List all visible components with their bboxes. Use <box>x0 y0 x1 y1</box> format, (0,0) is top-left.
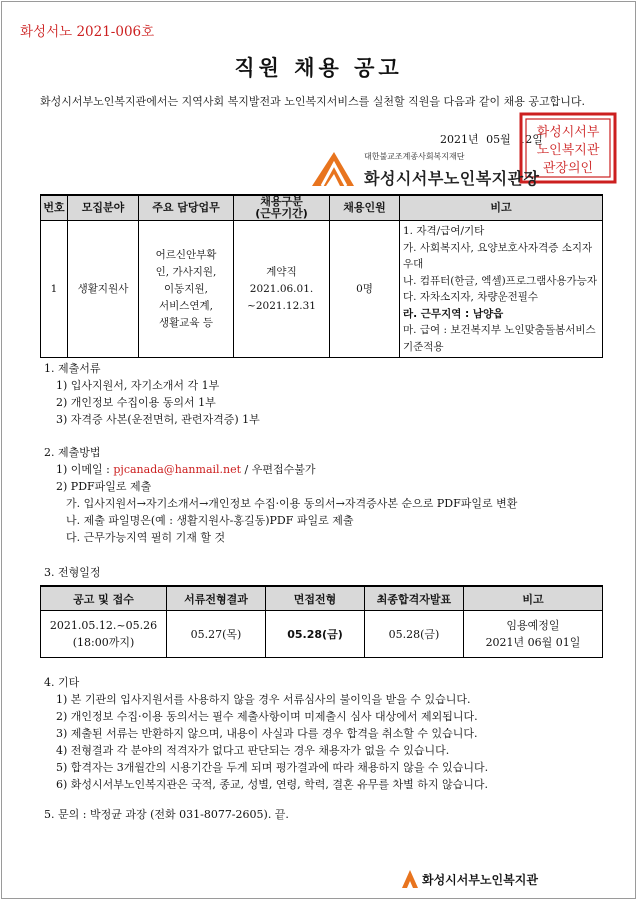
note-line: 가. 사회복지사, 요양보호사자격증 소지자 <box>403 241 593 254</box>
logo-mark-icon <box>304 146 360 192</box>
section-title: 1. 제출서류 <box>44 362 101 375</box>
col-header-type <box>234 195 330 221</box>
intro-text: 화성시서부노인복지관에서는 지역사회 복지발전과 노인복지서비스를 실천할 직원을 다음과 같이 채용 공고합니다. <box>40 95 586 108</box>
duty-line: 서비스연계, <box>158 299 214 312</box>
type-header-line-1: 채용구분 <box>260 195 303 208</box>
list-item: 2) 개인정보 수집·이용 동의서는 필수 제출사항이며 미제출시 심사 대상에서 제외됩니다. <box>56 710 478 723</box>
section-method <box>44 444 517 546</box>
section-other <box>44 674 488 793</box>
note-line: 우대 <box>403 258 424 270</box>
email-suffix: / 우편접수불가 <box>241 463 316 476</box>
issue-date: 2021년 05월 12일 <box>440 133 543 146</box>
type-header-line-2: (근무기간) <box>255 207 308 220</box>
cell-final: 05.28(금) <box>365 611 464 658</box>
note-line: 나. 컴퓨터(한글, 엑셀)프로그램사용가능자 <box>403 274 597 287</box>
col-header-count: 채용인원 <box>330 195 400 221</box>
section-documents <box>44 360 260 428</box>
col-header-final: 최종합격자발표 <box>365 586 464 611</box>
logo-foundation-name: 대한불교조계종사회복지재단 <box>364 152 465 161</box>
col-header-duties: 주요 담당업무 <box>139 195 234 221</box>
note-line: 마. 급여 : 보건복지부 노인맞춤돌봄서비스 <box>403 324 596 336</box>
duty-line: 생활교육 등 <box>158 316 214 329</box>
document-number: 화성서노 2021-006호 <box>20 24 155 40</box>
page-title: 직원 채용 공고 <box>234 56 403 80</box>
email-line <box>44 461 517 478</box>
type-line: ~2021.12.31 <box>247 299 316 312</box>
note-line: 임용예정일 <box>506 619 560 632</box>
notice-line: 2021.05.12.~05.26 <box>49 619 158 632</box>
section-contact: 5. 문의 : 박정균 과장 (전화 031-8077-2605). 끝. <box>44 808 289 821</box>
row-duties <box>139 221 234 358</box>
note-line-work-area: 라. 근무지역 : 남양읍 <box>403 307 504 320</box>
list-item: 나. 제출 파일명은(예 : 생활지원사-홍길동)PDF 파일로 제출 <box>66 514 354 527</box>
col-header-no: 번호 <box>41 195 68 221</box>
recruit-table <box>40 194 603 358</box>
cell-interview: 05.28(금) <box>266 611 365 658</box>
section-title: 4. 기타 <box>44 676 80 689</box>
recruit-table-header <box>41 195 603 221</box>
col-header-field: 모집분야 <box>68 195 139 221</box>
row-notes <box>400 221 603 358</box>
row-type <box>234 221 330 358</box>
cell-doc-result: 05.27(목) <box>167 611 266 658</box>
note-line: 2021년 06월 01일 <box>485 636 581 649</box>
duty-line: 어르신안부확 <box>155 248 217 261</box>
col-header-note: 비고 <box>464 586 603 611</box>
type-line: 2021.06.01. <box>249 282 314 295</box>
duty-line: 이동지원, <box>164 282 208 295</box>
header-logo <box>304 146 544 192</box>
table-row <box>41 611 603 658</box>
footer-center-name: 화성시서부노인복지관 <box>422 873 538 887</box>
row-field: 생활지원사 <box>68 221 139 358</box>
list-item: 3) 자격증 사본(운전면허, 관련자격증) 1부 <box>56 413 260 426</box>
col-header-notice: 공고 및 접수 <box>41 586 167 611</box>
email-link[interactable]: pjcanada@hanmail.net <box>113 463 242 476</box>
list-item: 다. 근무가능지역 필히 기재 할 것 <box>66 531 226 544</box>
col-header-notes: 비고 <box>400 195 603 221</box>
list-item: 1) 본 기관의 입사지원서를 사용하지 않을 경우 서류심사의 불이익을 받을 수 있습니다. <box>56 693 471 706</box>
list-item: 가. 입사지원서→자기소개서→개인정보 수집·이용 동의서→자격증사본 순으로 PDF파일로 변환 <box>66 497 518 510</box>
list-item: 3) 제출된 서류는 반환하지 않으며, 내용이 사실과 다를 경우 합격을 취소할 수 있습니다. <box>56 727 478 740</box>
row-count: 0명 <box>330 221 400 358</box>
type-line: 계약직 <box>266 265 297 278</box>
seal-text-line-2: 노인복지관 <box>536 143 600 158</box>
seal-text-line-1: 화성시서부 <box>536 125 600 140</box>
list-item: 5) 합격자는 3개월간의 시용기간을 두게 되며 평가결과에 따라 채용하지 않을 수 있습니다. <box>56 761 489 774</box>
list-item: 2) PDF파일로 제출 <box>56 480 152 493</box>
footer-logo-mark-icon <box>400 868 420 890</box>
logo-center-name: 화성시서부노인복지관장 <box>364 169 540 188</box>
cell-notice <box>41 611 167 658</box>
schedule-table <box>40 585 603 658</box>
note-line: 기준적용 <box>403 340 444 353</box>
seal-text-line-3: 관장의인 <box>542 161 594 176</box>
list-item: 4) 전형결과 각 분야의 적격자가 없다고 판단되는 경우 채용자가 없을 수 있습니다. <box>56 744 450 757</box>
table-row <box>41 221 603 358</box>
section-schedule-title: 3. 전형일정 <box>44 566 101 579</box>
email-prefix: 1) 이메일 : <box>56 463 114 476</box>
cell-note <box>464 611 603 658</box>
footer-logo <box>400 866 600 892</box>
section-title: 2. 제출방법 <box>44 446 101 459</box>
note-line: 1. 자격/급여/기타 <box>403 225 485 237</box>
list-item: 2) 개인정보 수집이용 동의서 1부 <box>56 396 216 409</box>
list-item: 1) 입사지원서, 자기소개서 각 1부 <box>56 379 220 392</box>
schedule-table-header <box>41 586 603 611</box>
notice-line: (18:00까지) <box>72 636 135 649</box>
duty-line: 인, 가사지원, <box>155 265 217 278</box>
col-header-interview: 면접전형 <box>266 586 365 611</box>
list-item: 6) 화성시서부노인복지관은 국적, 종교, 성별, 연령, 학력, 결혼 유무를 차별 하지 않습니다. <box>56 778 489 791</box>
row-no: 1 <box>41 221 68 358</box>
col-header-doc-result: 서류전형결과 <box>167 586 266 611</box>
note-line: 다. 자차소지자, 차량운전필수 <box>403 291 539 303</box>
